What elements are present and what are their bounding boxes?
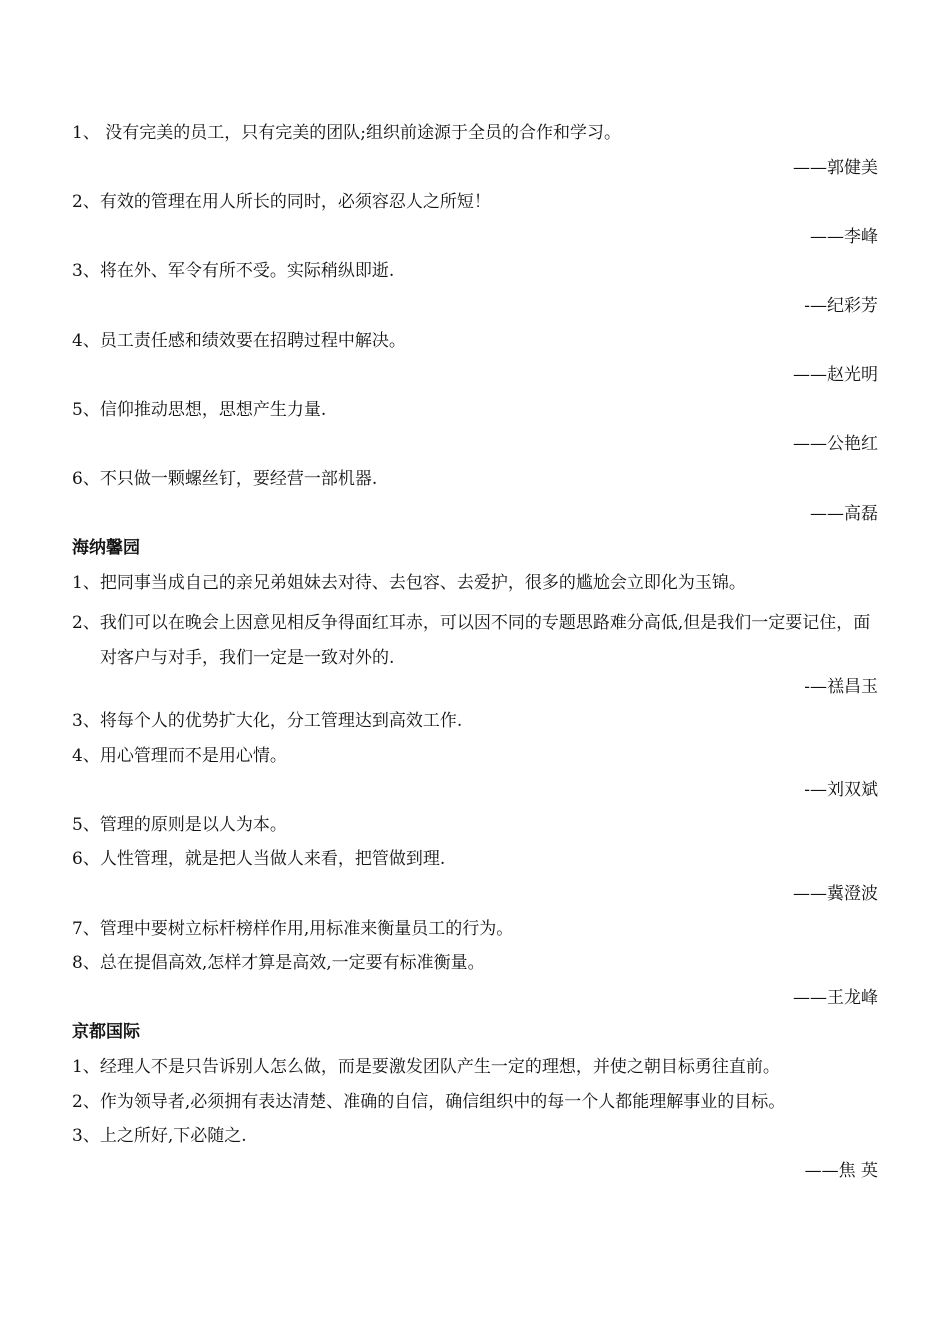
quote-3: 3、将每个人的优势扩大化，分工管理达到高效工作. (72, 711, 463, 732)
quote-2: 2、我们可以在晚会上因意见相反争得面红耳赤，可以因不同的专题思路难分高低,但是我们一定要记住，面对客户与对手，我们一定是一致对外的. (72, 613, 871, 668)
author-guo-jianmei: ——郭健美 (793, 157, 878, 178)
quote-8: 8、总在提倡高效,怎样才算是高效,一定要有标准衡量。 (72, 953, 485, 974)
quote-6: 6、不只做一颗螺丝钉，要经营一部机器. (72, 468, 378, 489)
author-jiao-ying: ——焦 英 (804, 1160, 878, 1181)
author-gao-lei: ——高磊 (810, 503, 878, 524)
author-wang-longfeng: ——王龙峰 (793, 987, 878, 1008)
quote-2: 2、作为领导者,必须拥有表达清楚、准确的自信，确信组织中的每一个人都能理解事业的目标。 (72, 1091, 786, 1112)
section-2 (72, 537, 878, 1021)
section-3 (72, 1021, 878, 1194)
quote-5: 5、管理的原则是以人为本。 (72, 814, 287, 835)
author-zhao-guangming: ——赵光明 (793, 365, 878, 386)
section-heading-jingdu: 京都国际 (72, 1022, 140, 1043)
quote-2: 2、有效的管理在用人所长的同时，必须容忍人之所短！ (72, 192, 491, 213)
quote-4: 4、员工责任感和绩效要在招聘过程中解决。 (72, 330, 406, 351)
author-li-feng: ——李峰 (810, 226, 878, 247)
quote-1: 1、 没有完美的员工，只有完美的团队;组织前途源于全员的合作和学习。 (72, 123, 621, 143)
quote-5: 5、信仰推动思想，思想产生力量. (72, 399, 327, 420)
quote-3: 3、上之所好,下必随之. (72, 1126, 247, 1147)
author-ji-chengbo: ——冀澄波 (793, 884, 878, 905)
quote-6: 6、人性管理，就是把人当做人来看，把管做到理. (72, 849, 446, 870)
quote-3: 3、将在外、军令有所不受。实际稍纵即逝. (72, 261, 395, 282)
author-zhuo-changyu: -—禚昌玉 (804, 676, 878, 697)
quote-1: 1、把同事当成自己的亲兄弟姐妹去对待、去包容、去爱护，很多的尴尬会立即化为玉锦。 (72, 572, 746, 593)
quote-4: 4、用心管理而不是用心情。 (72, 745, 287, 766)
quote-7: 7、管理中要树立标杆榜样作用,用标准来衡量员工的行为。 (72, 918, 514, 939)
section-1 (72, 122, 878, 537)
document-page (72, 122, 878, 1194)
section-heading-haina: 海纳馨园 (72, 538, 140, 559)
author-gong-yanhong: ——公艳红 (793, 434, 878, 455)
quote-1: 1、经理人不是只告诉别人怎么做，而是要激发团队产生一定的理想，并使之朝目标勇往直前。 (72, 1057, 780, 1078)
author-ji-caifang: -—纪彩芳 (804, 295, 878, 316)
author-liu-shuangbin: -—刘双斌 (804, 780, 878, 801)
